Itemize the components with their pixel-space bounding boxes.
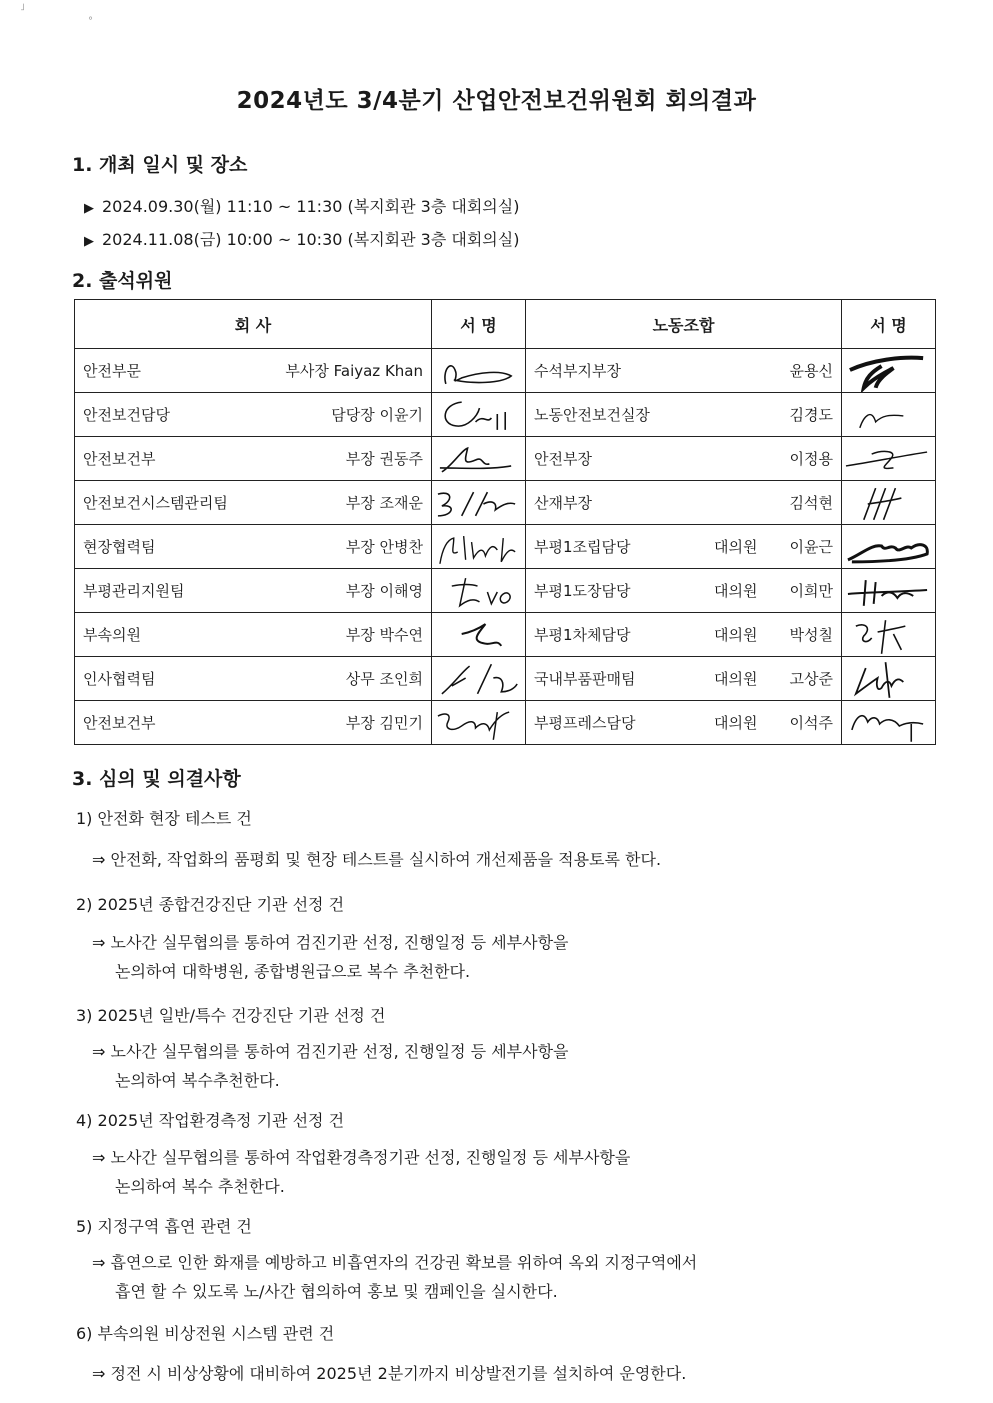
- scan-mark: °: [88, 16, 93, 27]
- union-member: 이석주: [789, 714, 833, 732]
- signature-image: [432, 437, 526, 481]
- agenda-item-resolution: ⇒ 흡연으로 인한 화재를 예방하고 비흡연자의 건강권 확보를 위하여 옥외 지정구역에서 흡연 할 수 있도록 노/사간 협의하여 홍보 및 캠페인을 실시한다.: [92, 1253, 698, 1301]
- signature-image: [842, 569, 936, 613]
- company-member: 부장 박수연: [345, 626, 423, 644]
- signature-image: [432, 349, 526, 393]
- table-row: [75, 525, 936, 569]
- union-member: 김석현: [789, 494, 833, 512]
- agenda-item-title: 4) 2025년 작업환경측정 기관 선정 건: [76, 1111, 345, 1130]
- company-dept: 안전부문: [83, 362, 141, 380]
- table-row: [75, 613, 936, 657]
- signature-image: [842, 437, 936, 481]
- signature-image: [432, 393, 526, 437]
- company-dept: 안전보건담당: [83, 406, 170, 424]
- table-row: [75, 437, 936, 481]
- company-member: 부사장 Faiyaz Khan: [285, 362, 423, 380]
- schedule-item: ▶ 2024.11.08(금) 10:00 ~ 10:30 (복지회관 3층 대회의실): [84, 230, 520, 249]
- agenda-item-title: 5) 지정구역 흡연 관련 건: [76, 1217, 252, 1236]
- company-header: 회 사: [75, 300, 432, 349]
- section1-heading: 1. 개최 일시 및 장소: [72, 154, 248, 176]
- table-row: [75, 569, 936, 613]
- signature-image: [842, 349, 936, 393]
- union-member: 이정용: [789, 450, 833, 468]
- table-row: [75, 701, 936, 745]
- union-rep: 대의원: [714, 626, 758, 644]
- agenda-item-resolution: ⇒ 노사간 실무협의를 통하여 작업환경측정기관 선정, 진행일정 등 세부사항을 논의하여 복수 추천한다.: [92, 1148, 631, 1196]
- company-member: 부장 조재운: [345, 494, 423, 512]
- signature-image: [842, 613, 936, 657]
- triangle-bullet-icon: ▶: [84, 201, 94, 216]
- company-member: 부장 이해영: [345, 582, 423, 600]
- scan-mark: ˩: [20, 2, 25, 13]
- agenda-item-title: 6) 부속의원 비상전원 시스템 관련 건: [76, 1324, 335, 1343]
- union-member: 김경도: [789, 406, 833, 424]
- union-member: 이희만: [789, 582, 833, 600]
- company-member: 상무 조인희: [345, 670, 423, 688]
- company-dept: 인사협력팀: [83, 670, 156, 688]
- signature-image: [432, 481, 526, 525]
- union-role: 부평프레스담당: [534, 714, 636, 732]
- signature-image: [842, 525, 936, 569]
- company-dept: 안전보건부: [83, 714, 156, 732]
- company-dept: 현장협력팀: [83, 538, 156, 556]
- union-header: 노동조합: [526, 300, 842, 349]
- table-header-row: [75, 300, 936, 349]
- agenda-item-resolution: ⇒ 정전 시 비상상황에 대비하여 2025년 2분기까지 비상발전기를 설치하여 운영한다.: [92, 1364, 687, 1383]
- company-member: 부장 김민기: [345, 714, 423, 732]
- union-rep: 대의원: [714, 582, 758, 600]
- agenda-item-resolution: ⇒ 안전화, 작업화의 품평회 및 현장 테스트를 실시하여 개선제품을 적용토록 한다.: [92, 850, 662, 869]
- union-member: 이윤근: [789, 538, 833, 556]
- table-row: [75, 657, 936, 701]
- signature-image: [842, 393, 936, 437]
- signature-image: [842, 701, 936, 745]
- section2-heading: 2. 출석위원: [72, 270, 173, 292]
- union-role: 부평1조립담당: [534, 538, 631, 556]
- union-member: 윤용신: [789, 362, 833, 380]
- union-role: 산재부장: [534, 494, 592, 512]
- company-dept: 안전보건부: [83, 450, 156, 468]
- section3-heading: 3. 심의 및 의결사항: [72, 768, 241, 790]
- company-member: 부장 권동주: [345, 450, 423, 468]
- signature-image: [432, 569, 526, 613]
- signature-image: [432, 657, 526, 701]
- page-title: 2024년도 3/4분기 산업안전보건위원회 회의결과: [236, 88, 757, 114]
- agenda-item-resolution: ⇒ 노사간 실무협의를 통하여 검진기관 선정, 진행일정 등 세부사항을 논의하여 대학병원, 종합병원급으로 복수 추천한다.: [92, 933, 569, 981]
- signature-image: [842, 481, 936, 525]
- triangle-bullet-icon: ▶: [84, 234, 94, 249]
- union-role: 안전부장: [534, 450, 592, 468]
- union-rep: 대의원: [714, 670, 758, 688]
- table-row: [75, 481, 936, 525]
- signature-image: [432, 701, 526, 745]
- signature-header: 서 명: [432, 300, 526, 349]
- company-member: 담당장 이윤기: [331, 406, 423, 424]
- union-role: 부평1도장담당: [534, 582, 631, 600]
- company-dept: 부속의원: [83, 626, 141, 644]
- company-member: 부장 안병찬: [345, 538, 423, 556]
- signature-image: [842, 657, 936, 701]
- agenda-item-title: 2) 2025년 종합건강진단 기관 선정 건: [76, 895, 345, 914]
- company-dept: 부평관리지원팀: [83, 582, 185, 600]
- table-row: [75, 393, 936, 437]
- table-row: [75, 349, 936, 393]
- agenda-item-title: 3) 2025년 일반/특수 건강진단 기관 선정 건: [76, 1006, 386, 1025]
- union-rep: 대의원: [714, 714, 758, 732]
- company-dept: 안전보건시스템관리팀: [83, 494, 228, 512]
- union-role: 국내부품판매팀: [534, 670, 636, 688]
- signature-image: [432, 525, 526, 569]
- signature-header: 서 명: [842, 300, 936, 349]
- union-member: 고상준: [789, 670, 833, 688]
- union-role: 부평1차체담당: [534, 626, 631, 644]
- union-role: 노동안전보건실장: [534, 406, 650, 424]
- union-role: 수석부지부장: [534, 362, 621, 380]
- union-member: 박성칠: [789, 626, 833, 644]
- agenda-item-resolution: ⇒ 노사간 실무협의를 통하여 검진기관 선정, 진행일정 등 세부사항을 논의하여 복수추천한다.: [92, 1042, 569, 1090]
- agenda-item-title: 1) 안전화 현장 테스트 건: [76, 809, 252, 828]
- union-rep: 대의원: [714, 538, 758, 556]
- signature-image: [432, 613, 526, 657]
- attendance-table: [74, 299, 936, 745]
- schedule-item: ▶ 2024.09.30(월) 11:10 ~ 11:30 (복지회관 3층 대회의실): [84, 197, 520, 216]
